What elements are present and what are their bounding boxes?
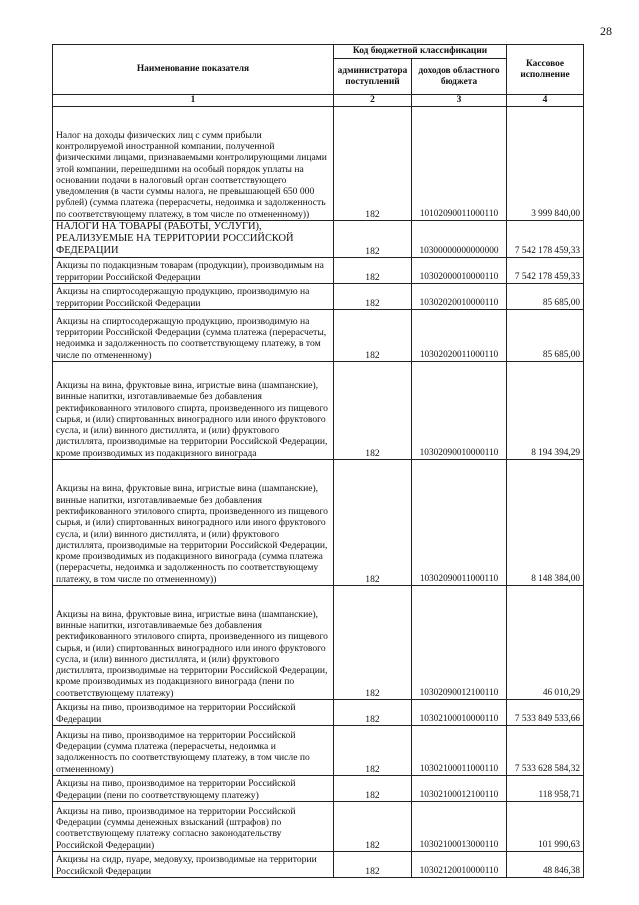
row-amount: 85 685,00 xyxy=(507,284,584,310)
table-row xyxy=(53,362,584,460)
row-amount: 101 990,63 xyxy=(507,802,584,852)
row-admin: 182 xyxy=(334,726,412,776)
row-code: 10302100010000110 xyxy=(412,700,507,726)
row-code: 10302000010000110 xyxy=(412,258,507,284)
header-cash-execution: Кассовое исполнение xyxy=(507,45,584,95)
table-row xyxy=(53,776,584,802)
row-code: 10302090011000110 xyxy=(412,460,507,586)
row-code: 10302100013000110 xyxy=(412,802,507,852)
table-row xyxy=(53,310,584,362)
row-name: Акцизы на вина, фруктовые вина, игристые вина (шампанские), винные напитки, изготавливаемые без добавления ректификованного этилового спирта, произведенного из пищевого сырья, и (или) спиртованных виноградного или иного фруктового сусла, и (или) винного дистиллята, и (или) фруктового дистиллята, производимые на территории Российской Федерации, кроме производимых из подакцизного винограда (пени по соответствующему платежу) xyxy=(53,586,334,700)
page-number: 28 xyxy=(600,24,612,38)
table-row xyxy=(53,852,584,878)
row-name: Акцизы на спиртосодержащую продукцию, производимую на территории Российской Федерации xyxy=(53,284,334,310)
table-row xyxy=(53,460,584,586)
header-name: Наименование показателя xyxy=(53,45,334,95)
row-admin: 182 xyxy=(334,362,412,460)
row-name: Акцизы на вина, фруктовые вина, игристые вина (шампанские), винные напитки, изготавливаемые без добавления ректификованного этилового спирта, произведенного из пищевого сырья, и (или) спиртованных виноградного или иного фруктового сусла, и (или) винного дистиллята, и (или) фруктового дистиллята, производимые на территории Российской Федерации, кроме производимых из подакцизного винограда xyxy=(53,362,334,460)
col-number-4: 4 xyxy=(507,95,584,107)
col-number-3: 3 xyxy=(412,95,507,107)
row-name: Акцизы на вина, фруктовые вина, игристые вина (шампанские), винные напитки, изготавливаемые без добавления ректификованного этилового спирта, произведенного из пищевого сырья, и (или) спиртованных виноградного или иного фруктового сусла, и (или) винного дистиллята, и (или) фруктового дистиллята, производимые на территории Российской Федерации, кроме производимых из подакцизного винограда (сумма платежа (перерасчеты, недоимка и задолженность по соответствующему платежу, в том числе по отмененному)) xyxy=(53,460,334,586)
table-row xyxy=(53,258,584,284)
row-code: 10300000000000000 xyxy=(412,221,507,258)
header-budget-code-group: Код бюджетной классификации xyxy=(334,45,507,59)
row-name: Акцизы на сидр, пуаре, медовуху, производимые на территории Российской Федерации xyxy=(53,852,334,878)
table-row xyxy=(53,284,584,310)
row-code: 10102090011000110 xyxy=(412,107,507,221)
table-row xyxy=(53,700,584,726)
row-code: 10302020010000110 xyxy=(412,284,507,310)
row-name: Акцизы на пиво, производимое на территории Российской Федерации (пени по соответствующему платежу) xyxy=(53,776,334,802)
table-row xyxy=(53,802,584,852)
row-name: НАЛОГИ НА ТОВАРЫ (РАБОТЫ, УСЛУГИ), РЕАЛИЗУЕМЫЕ НА ТЕРРИТОРИИ РОССИЙСКОЙ ФЕДЕРАЦИИ xyxy=(53,221,334,258)
row-admin: 182 xyxy=(334,802,412,852)
row-amount: 8 148 384,00 xyxy=(507,460,584,586)
table-row xyxy=(53,726,584,776)
row-amount: 7 533 628 584,32 xyxy=(507,726,584,776)
row-code: 10302100011000110 xyxy=(412,726,507,776)
row-admin: 182 xyxy=(334,700,412,726)
row-amount: 85 685,00 xyxy=(507,310,584,362)
table-row xyxy=(53,586,584,700)
row-name: Акцизы на пиво, производимое на территории Российской Федерации (сумма платежа (перерасчеты, недоимка и задолженность по соответствующему платежу, в том числе по отмененному) xyxy=(53,726,334,776)
col-number-2: 2 xyxy=(334,95,412,107)
row-code: 10302120010000110 xyxy=(412,852,507,878)
row-amount: 8 194 394,29 xyxy=(507,362,584,460)
row-admin: 182 xyxy=(334,284,412,310)
row-name: Акцизы на спиртосодержащую продукцию, производимую на территории Российской Федерации (сумма платежа (перерасчеты, недоимка и задолженность по соответствующему платежу, в том числе по отмененному) xyxy=(53,310,334,362)
row-code: 10302090012100110 xyxy=(412,586,507,700)
row-admin: 182 xyxy=(334,586,412,700)
col-number-1: 1 xyxy=(53,95,334,107)
row-name: Акцизы на пиво, производимое на территории Российской Федерации (суммы денежных взысканий (штрафов) по соответствующему платежу согласно законодательству Российской Федерации) xyxy=(53,802,334,852)
table-row xyxy=(53,107,584,221)
header-revenue: доходов областного бюджета xyxy=(412,59,507,95)
row-amount: 46 010,29 xyxy=(507,586,584,700)
row-code: 10302020011000110 xyxy=(412,310,507,362)
row-amount: 7 533 849 533,66 xyxy=(507,700,584,726)
row-admin: 182 xyxy=(334,460,412,586)
row-name: Налог на доходы физических лиц с сумм прибыли контролируемой иностранной компании, полученной физическими лицами, признаваемыми контролирующими лицами этой компании, перешедшими на особый порядок уплаты на основании подачи в налоговый орган соответствующего уведомления (в части суммы налога, не превышающей 650 000 рублей) (сумма платежа (перерасчеты, недоимка и задолженность по соответствующему платежу, в том числе по отмененному)) xyxy=(53,107,334,221)
row-name: Акцизы по подакцизным товарам (продукции), производимым на территории Российской Федерации xyxy=(53,258,334,284)
row-admin: 182 xyxy=(334,776,412,802)
row-admin: 182 xyxy=(334,221,412,258)
row-admin: 182 xyxy=(334,310,412,362)
row-amount: 3 999 840,00 xyxy=(507,107,584,221)
row-amount: 118 958,71 xyxy=(507,776,584,802)
budget-execution-table xyxy=(52,44,584,878)
row-code: 10302100012100110 xyxy=(412,776,507,802)
row-admin: 182 xyxy=(334,107,412,221)
header-admin: администратора поступлений xyxy=(334,59,412,95)
row-admin: 182 xyxy=(334,258,412,284)
row-amount: 48 846,38 xyxy=(507,852,584,878)
table-row xyxy=(53,221,584,258)
row-admin: 182 xyxy=(334,852,412,878)
row-name: Акцизы на пиво, производимое на территории Российской Федерации xyxy=(53,700,334,726)
row-code: 10302090010000110 xyxy=(412,362,507,460)
row-amount: 7 542 178 459,33 xyxy=(507,221,584,258)
row-amount: 7 542 178 459,33 xyxy=(507,258,584,284)
